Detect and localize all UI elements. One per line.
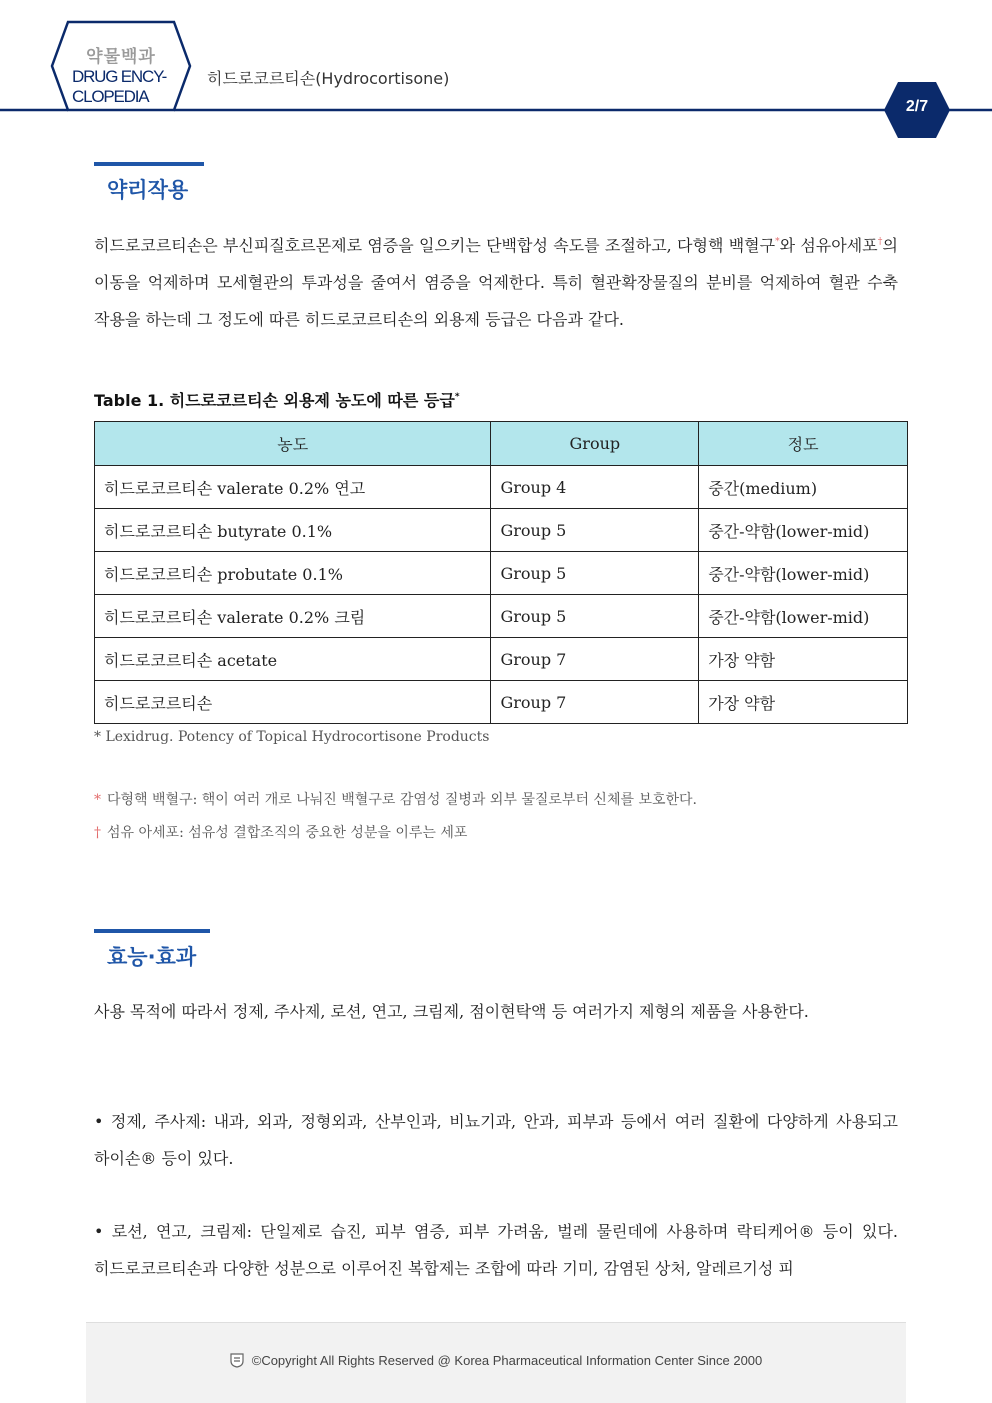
footer-copyright xyxy=(86,1353,906,1368)
table-row xyxy=(95,552,908,595)
copyright-text: ©Copyright All Rights Reserved @ Korea Pharmaceutical Information Center Since 2000 xyxy=(251,1353,763,1368)
logo-english xyxy=(72,67,172,107)
table-caption-text: Table 1. 히드로코르티손 외용제 농도에 따른 등급 xyxy=(94,391,455,410)
page-number: 2/7 xyxy=(905,98,929,115)
table-caption xyxy=(94,388,460,411)
cell-potency: 중간-약함(lower-mid) xyxy=(699,595,908,638)
table-row xyxy=(95,681,908,724)
page-footer xyxy=(86,1322,906,1403)
footnote-mark: † xyxy=(94,825,101,841)
efficacy-intro: 사용 목적에 따라서 정제, 주사제, 로션, 연고, 크림제, 점이현탁액 등 여러가지 제형의 제품을 사용한다. xyxy=(94,1002,809,1021)
pharmacology-text-3: 의 이동을 억제하며 모세혈관의 투과성을 줄여서 염증을 억제한다. 특히 혈관확장물질의 분비를 억제하여 혈관 수축 작용을 하는데 그 정도에 따른 히드로코르티손의 외용제 등급은 다음과 같다. xyxy=(94,236,898,329)
table-row xyxy=(95,509,908,552)
table-row xyxy=(95,595,908,638)
cell-group: Group 5 xyxy=(491,595,699,638)
logo-english-line2: CLOPEDIA xyxy=(72,87,149,106)
table-header-row xyxy=(95,422,908,466)
footnote-fibroblast xyxy=(94,822,467,842)
document-title: 히드로코르티손(Hydrocortisone) xyxy=(207,69,450,88)
pharmacology-paragraph xyxy=(94,227,898,338)
cell-group: Group 4 xyxy=(491,466,699,509)
table-source: * Lexidrug. Potency of Topical Hydrocortisone Products xyxy=(94,729,490,745)
cell-group: Group 7 xyxy=(491,638,699,681)
cell-concentration: 히드로코르티손 butyrate 0.1% xyxy=(95,509,491,552)
cell-potency: 중간(medium) xyxy=(699,466,908,509)
footnote-pmn xyxy=(94,789,697,809)
cell-concentration: 히드로코르티손 xyxy=(95,681,491,724)
cell-concentration: 히드로코르티손 valerate 0.2% 연고 xyxy=(95,466,491,509)
cell-potency: 가장 약함 xyxy=(699,681,908,724)
footnote-ref-pmn: * xyxy=(775,237,780,247)
cell-concentration: 히드로코르티손 acetate xyxy=(95,638,491,681)
efficacy-bullet-topical: • 로션, 연고, 크림제: 단일제로 습진, 피부 염증, 피부 가려움, 벌레 물린데에 사용하며 락티케어® 등이 있다. 히드로코르티손과 다양한 성분으로 이루어진 복합제는 조합에 따라 기미, 감염된 상처, 알레르기성 피 xyxy=(94,1222,898,1278)
page-header xyxy=(0,0,992,140)
efficacy-bullet-tablet: • 정제, 주사제: 내과, 외과, 정형외과, 산부인과, 비뇨기과, 안과, 피부과 등에서 여러 질환에 다양하게 사용되고 하이손® 등이 있다. xyxy=(94,1112,898,1168)
header-potency: 정도 xyxy=(699,422,908,466)
cell-concentration: 히드로코르티손 probutate 0.1% xyxy=(95,552,491,595)
section-bar-pharmacology xyxy=(94,162,204,166)
footnote-text: 다형핵 백혈구: 핵이 여러 개로 나눠진 백혈구로 감염성 질병과 외부 물질로부터 신체를 보호한다. xyxy=(107,792,698,808)
header-group: Group xyxy=(491,422,699,466)
section-title-pharmacology: 약리작용 xyxy=(107,178,189,202)
header-concentration: 농도 xyxy=(95,422,491,466)
cell-group: Group 5 xyxy=(491,552,699,595)
cell-potency: 중간-약함(lower-mid) xyxy=(699,509,908,552)
table-caption-sup: * xyxy=(454,392,460,402)
cell-concentration: 히드로코르티손 valerate 0.2% 크림 xyxy=(95,595,491,638)
footnote-ref-fibroblast: † xyxy=(877,237,883,247)
cell-group: Group 5 xyxy=(491,509,699,552)
table-row xyxy=(95,466,908,509)
logo-korean: 약물백과 xyxy=(86,47,156,67)
section-bar-efficacy xyxy=(94,929,210,933)
pharmacology-text-2: 와 섬유아세포 xyxy=(779,236,878,255)
cell-group: Group 7 xyxy=(491,681,699,724)
footnote-text: 섬유 아세포: 섬유성 결합조직의 중요한 성분을 이루는 세포 xyxy=(107,825,468,841)
logo-english-line1: DRUG ENCY- xyxy=(72,67,167,86)
table-row xyxy=(95,638,908,681)
potency-table xyxy=(94,421,908,724)
footnote-mark: * xyxy=(94,792,101,808)
pharmacology-text-1: 히드로코르티손은 부신피질호르몬제로 염증을 일으키는 단백합성 속도를 조절하고, 다형핵 백혈구 xyxy=(94,236,776,255)
cell-potency: 가장 약함 xyxy=(699,638,908,681)
shield-icon xyxy=(230,1353,244,1368)
section-title-efficacy: 효능·효과 xyxy=(107,945,197,969)
cell-potency: 중간-약함(lower-mid) xyxy=(699,552,908,595)
